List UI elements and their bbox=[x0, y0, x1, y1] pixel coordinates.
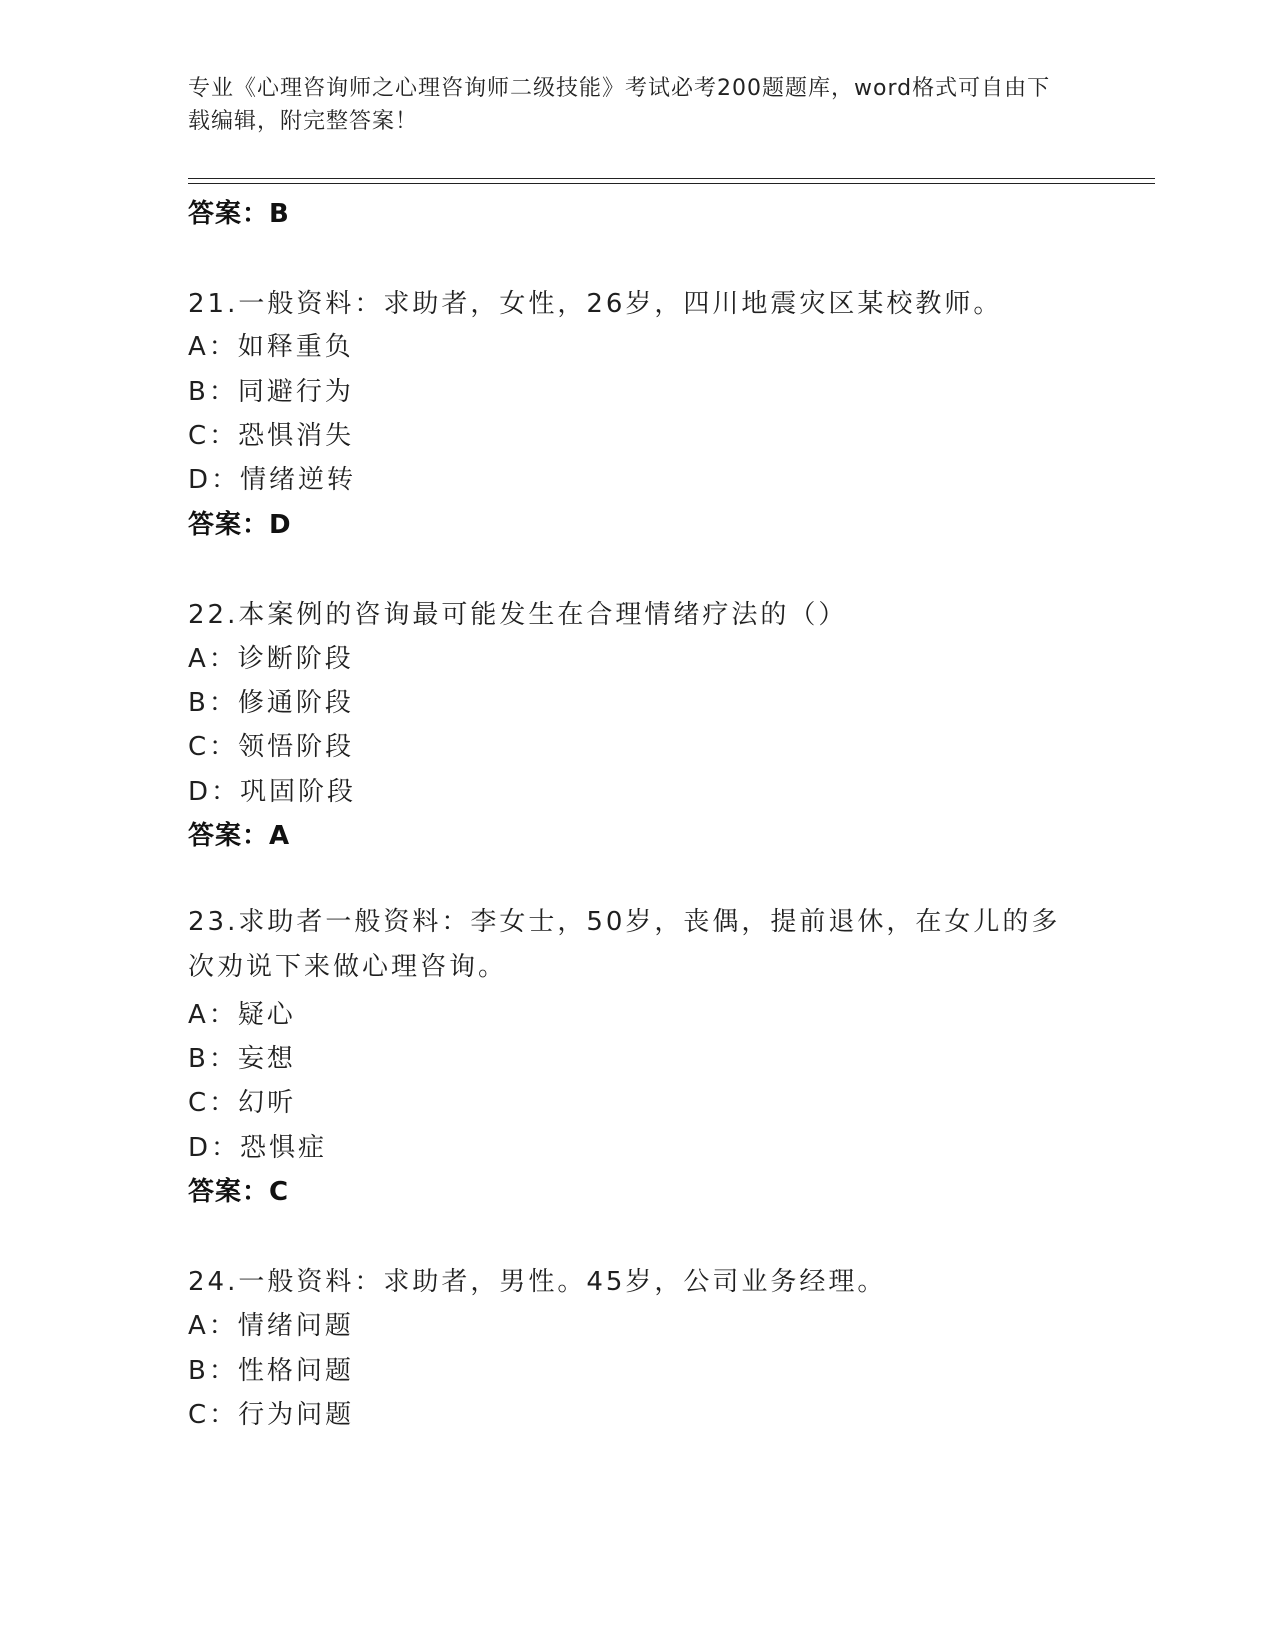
question-23-option-d: D：恐惧症 bbox=[188, 1133, 328, 1163]
question-21-text: 21.一般资料：求助者，女性，26岁，四川地震灾区某校教师。 bbox=[188, 289, 1003, 319]
question-24-option-c: C：行为问题 bbox=[188, 1400, 355, 1430]
question-22-option-c: C：领悟阶段 bbox=[188, 732, 355, 762]
header-divider-top bbox=[188, 178, 1155, 179]
question-23-option-c: C：幻听 bbox=[188, 1088, 297, 1118]
document-header: 专业《心理咨询师之心理咨询师二级技能》考试必考200题题库，word格式可自由下载编辑，附完整答案！ bbox=[188, 76, 1051, 134]
question-22-text: 22.本案例的咨询最可能发生在合理情绪疗法的（） bbox=[188, 600, 848, 630]
question-23-option-a: A：疑心 bbox=[188, 1000, 296, 1030]
answer-prev: 答案：B bbox=[188, 199, 290, 229]
question-23-text: 23.求助者一般资料：李女士，50岁，丧偶，提前退休，在女儿的多次劝说下来做心理咨询。 bbox=[188, 907, 1061, 982]
question-21-answer: 答案：D bbox=[188, 510, 292, 540]
question-22-option-a: A：诊断阶段 bbox=[188, 644, 354, 674]
question-24-option-a: A：情绪问题 bbox=[188, 1311, 354, 1341]
question-22-answer: 答案：A bbox=[188, 821, 291, 851]
question-24-text: 24.一般资料：求助者，男性。45岁，公司业务经理。 bbox=[188, 1267, 887, 1297]
question-23-option-b: B：妄想 bbox=[188, 1044, 296, 1074]
question-22-option-d: D：巩固阶段 bbox=[188, 777, 357, 807]
question-21-option-c: C：恐惧消失 bbox=[188, 421, 355, 451]
question-24-option-b: B：性格问题 bbox=[188, 1356, 354, 1386]
header-divider-bottom bbox=[188, 183, 1155, 184]
question-21-option-d: D：情绪逆转 bbox=[188, 465, 357, 495]
question-21-option-a: A：如释重负 bbox=[188, 332, 354, 362]
question-22-option-b: B：修通阶段 bbox=[188, 688, 354, 718]
question-23-answer: 答案：C bbox=[188, 1177, 290, 1207]
question-21-option-b: B：同避行为 bbox=[188, 377, 354, 407]
